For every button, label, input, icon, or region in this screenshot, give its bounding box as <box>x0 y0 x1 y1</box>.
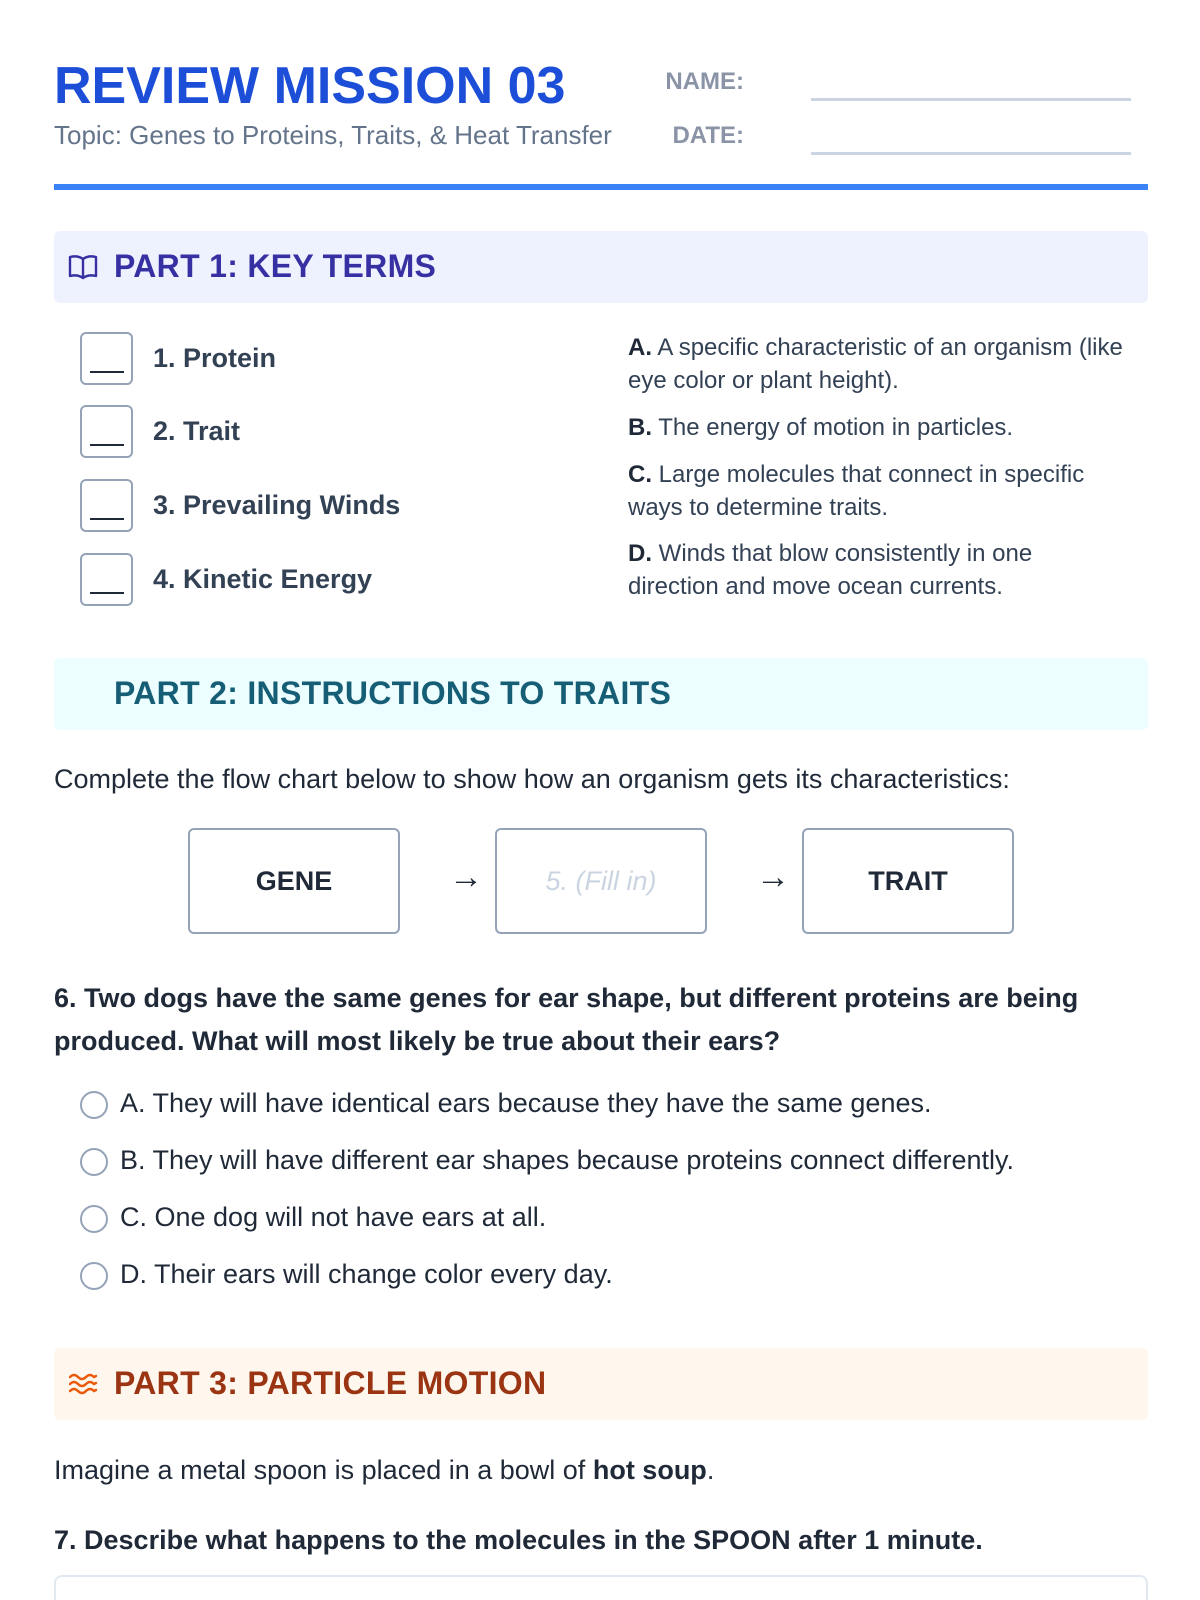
flow-box-fill-in[interactable]: 5. (Fill in) <box>495 828 707 934</box>
choice-option[interactable] <box>80 1200 1140 1240</box>
flowchart-instructions: Complete the flow chart below to show how an organism gets its characteristics: <box>54 764 1010 794</box>
term-row <box>80 405 580 459</box>
choice-text: C. One dog will not have ears at all. <box>120 1202 547 1232</box>
name-label: NAME: <box>665 68 744 95</box>
definition-item <box>628 458 1128 524</box>
flow-chart <box>54 828 1148 934</box>
page-title: REVIEW MISSION 03 <box>54 57 566 115</box>
answer-textbox[interactable] <box>54 1575 1148 1600</box>
answer-blank[interactable] <box>80 553 133 606</box>
definition-item <box>628 411 1128 444</box>
part1-header <box>54 231 1148 303</box>
term-label: 4. Kinetic Energy <box>153 564 373 594</box>
definition-text: The energy of motion in particles. <box>658 414 1014 441</box>
flow-arrow: → <box>756 858 790 896</box>
definition-letter: B. <box>628 414 652 441</box>
radio-button[interactable] <box>80 1262 108 1290</box>
date-label: DATE: <box>672 122 744 149</box>
choice-text: D. Their ears will change color every day. <box>120 1259 613 1289</box>
choice-option[interactable] <box>80 1086 1140 1126</box>
scenario-suffix: . <box>706 1455 715 1485</box>
choice-text: A. They will have identical ears because they have the same genes. <box>120 1088 932 1118</box>
definition-letter: D. <box>628 540 652 567</box>
term-row <box>80 332 580 386</box>
header-divider <box>54 184 1148 190</box>
choice-option[interactable] <box>80 1257 1140 1297</box>
choice-option[interactable] <box>80 1143 1140 1183</box>
part1-title: PART 1: KEY TERMS <box>114 248 437 284</box>
part2-header <box>54 658 1148 730</box>
worksheet-header <box>54 52 1148 192</box>
name-field[interactable] <box>811 98 1131 101</box>
answer-blank[interactable] <box>80 479 133 532</box>
answer-blank[interactable] <box>80 405 133 458</box>
definition-letter: C. <box>628 461 652 488</box>
part3-title: PART 3: PARTICLE MOTION <box>114 1365 547 1401</box>
flow-box-gene: GENE <box>188 828 400 934</box>
term-label: 1. Protein <box>153 343 277 373</box>
definition-text: A specific characteristic of an organism (like eye color or plant height). <box>628 334 1123 394</box>
radio-button[interactable] <box>80 1205 108 1233</box>
scenario-text <box>54 1455 714 1486</box>
question-6: 6. Two dogs have the same genes for ear shape, but different proteins are being produced. What will most likely be true about their ears? <box>54 983 1079 1056</box>
topic-subtitle: Topic: Genes to Proteins, Traits, & Heat Transfer <box>54 120 612 150</box>
definition-item <box>628 331 1128 397</box>
choice-text: B. They will have different ear shapes because proteins connect differently. <box>120 1145 1015 1175</box>
radio-button[interactable] <box>80 1091 108 1119</box>
answer-blank[interactable] <box>80 332 133 385</box>
definition-item <box>628 537 1128 603</box>
term-label: 3. Prevailing Winds <box>153 490 401 520</box>
definition-text: Large molecules that connect in specific ways to determine traits. <box>628 461 1085 521</box>
flow-arrow: → <box>449 858 483 896</box>
term-label: 2. Trait <box>153 416 241 446</box>
part2-title: PART 2: INSTRUCTIONS TO TRAITS <box>114 675 672 711</box>
scenario-prefix: Imagine a metal spoon is placed in a bowl of <box>54 1455 593 1485</box>
flow-box-trait: TRAIT <box>802 828 1014 934</box>
radio-button[interactable] <box>80 1148 108 1176</box>
book-icon <box>68 253 98 281</box>
definition-text: Winds that blow consistently in one direction and move ocean currents. <box>628 540 1033 600</box>
question-7: 7. Describe what happens to the molecules in the SPOON after 1 minute. <box>54 1525 983 1555</box>
term-row <box>80 479 580 533</box>
definition-letter: A. <box>628 334 652 361</box>
date-field[interactable] <box>811 152 1131 155</box>
term-row <box>80 553 580 607</box>
scenario-bold: hot soup <box>592 1455 707 1485</box>
waves-icon <box>68 1370 98 1398</box>
part3-header <box>54 1348 1148 1420</box>
